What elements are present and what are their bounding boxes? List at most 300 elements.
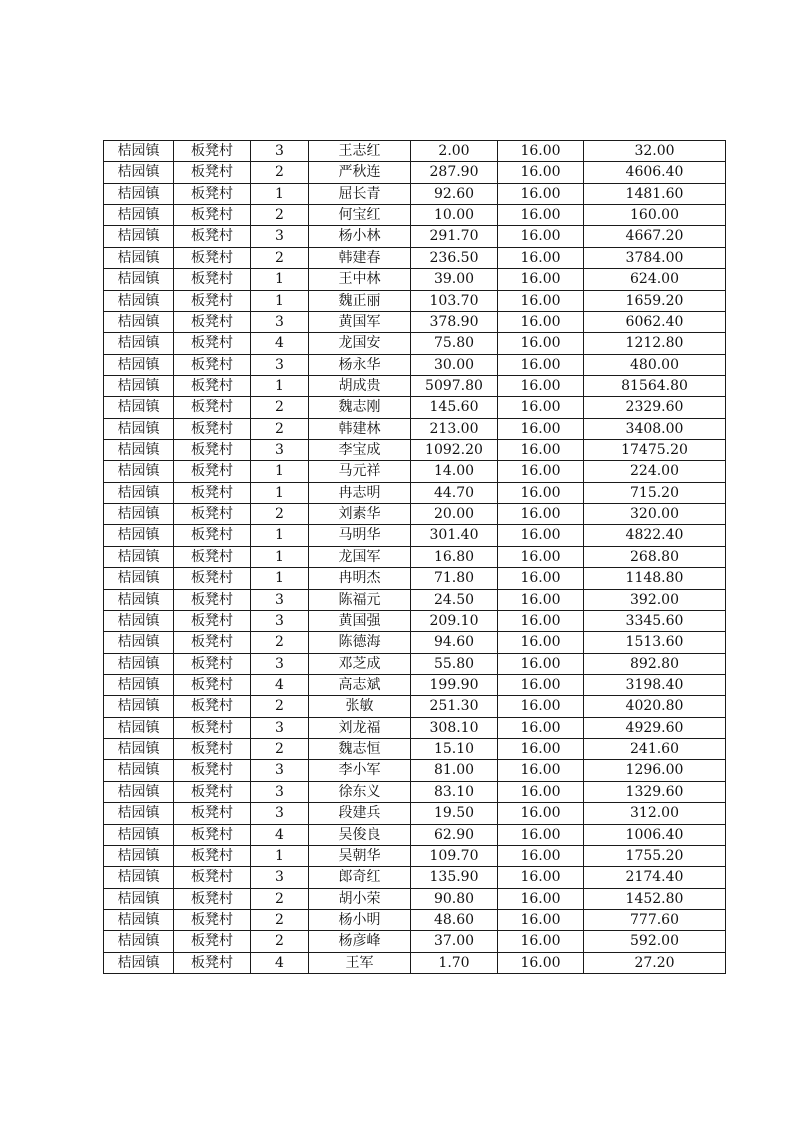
cell-name: 王中林 [309, 269, 411, 290]
cell-unit-price: 16.00 [498, 717, 584, 738]
cell-quantity: 94.60 [411, 632, 498, 653]
cell-group: 1 [251, 183, 309, 204]
cell-name: 张敏 [309, 696, 411, 717]
cell-village: 板凳村 [174, 653, 251, 674]
cell-quantity: 209.10 [411, 610, 498, 631]
cell-group: 4 [251, 952, 309, 973]
table-row [104, 269, 726, 290]
table-row [104, 888, 726, 909]
cell-unit-price: 16.00 [498, 418, 584, 439]
cell-group: 3 [251, 760, 309, 781]
cell-quantity: 16.80 [411, 546, 498, 567]
cell-unit-price: 16.00 [498, 290, 584, 311]
cell-unit-price: 16.00 [498, 183, 584, 204]
cell-name: 刘素华 [309, 504, 411, 525]
cell-amount: 27.20 [584, 952, 726, 973]
cell-group: 2 [251, 931, 309, 952]
cell-amount: 715.20 [584, 482, 726, 503]
cell-quantity: 1092.20 [411, 440, 498, 461]
cell-name: 魏正丽 [309, 290, 411, 311]
cell-name: 黄国军 [309, 311, 411, 332]
cell-town: 桔园镇 [104, 440, 174, 461]
cell-name: 王志红 [309, 141, 411, 162]
cell-group: 3 [251, 867, 309, 888]
cell-town: 桔园镇 [104, 482, 174, 503]
cell-unit-price: 16.00 [498, 525, 584, 546]
cell-unit-price: 16.00 [498, 482, 584, 503]
cell-group: 1 [251, 461, 309, 482]
cell-amount: 1148.80 [584, 568, 726, 589]
cell-unit-price: 16.00 [498, 696, 584, 717]
cell-unit-price: 16.00 [498, 504, 584, 525]
cell-quantity: 251.30 [411, 696, 498, 717]
cell-town: 桔园镇 [104, 269, 174, 290]
cell-unit-price: 16.00 [498, 568, 584, 589]
cell-village: 板凳村 [174, 781, 251, 802]
table-row [104, 461, 726, 482]
cell-quantity: 37.00 [411, 931, 498, 952]
cell-town: 桔园镇 [104, 803, 174, 824]
table-row [104, 717, 726, 738]
table-row [104, 867, 726, 888]
table-row [104, 653, 726, 674]
cell-quantity: 90.80 [411, 888, 498, 909]
cell-amount: 312.00 [584, 803, 726, 824]
cell-quantity: 199.90 [411, 674, 498, 695]
cell-amount: 3784.00 [584, 247, 726, 268]
cell-village: 板凳村 [174, 952, 251, 973]
cell-quantity: 81.00 [411, 760, 498, 781]
cell-group: 1 [251, 546, 309, 567]
cell-unit-price: 16.00 [498, 653, 584, 674]
cell-town: 桔园镇 [104, 247, 174, 268]
cell-village: 板凳村 [174, 824, 251, 845]
cell-name: 刘龙福 [309, 717, 411, 738]
table-row [104, 931, 726, 952]
cell-village: 板凳村 [174, 909, 251, 930]
cell-unit-price: 16.00 [498, 632, 584, 653]
cell-amount: 624.00 [584, 269, 726, 290]
cell-amount: 4606.40 [584, 162, 726, 183]
cell-unit-price: 16.00 [498, 824, 584, 845]
cell-town: 桔园镇 [104, 845, 174, 866]
cell-town: 桔园镇 [104, 739, 174, 760]
cell-quantity: 15.10 [411, 739, 498, 760]
cell-town: 桔园镇 [104, 696, 174, 717]
cell-town: 桔园镇 [104, 589, 174, 610]
cell-quantity: 301.40 [411, 525, 498, 546]
cell-village: 板凳村 [174, 845, 251, 866]
cell-quantity: 19.50 [411, 803, 498, 824]
cell-name: 徐东义 [309, 781, 411, 802]
cell-group: 2 [251, 632, 309, 653]
cell-quantity: 62.90 [411, 824, 498, 845]
cell-unit-price: 16.00 [498, 440, 584, 461]
cell-town: 桔园镇 [104, 461, 174, 482]
table-row [104, 440, 726, 461]
cell-village: 板凳村 [174, 183, 251, 204]
table-row [104, 909, 726, 930]
cell-town: 桔园镇 [104, 867, 174, 888]
cell-unit-price: 16.00 [498, 247, 584, 268]
table-row [104, 546, 726, 567]
cell-group: 3 [251, 354, 309, 375]
cell-group: 2 [251, 888, 309, 909]
cell-town: 桔园镇 [104, 760, 174, 781]
cell-unit-price: 16.00 [498, 760, 584, 781]
cell-town: 桔园镇 [104, 546, 174, 567]
cell-group: 1 [251, 525, 309, 546]
table-row [104, 803, 726, 824]
table-row [104, 354, 726, 375]
cell-quantity: 145.60 [411, 397, 498, 418]
cell-name: 马明华 [309, 525, 411, 546]
cell-amount: 6062.40 [584, 311, 726, 332]
table-row [104, 375, 726, 396]
cell-group: 2 [251, 162, 309, 183]
cell-amount: 17475.20 [584, 440, 726, 461]
cell-quantity: 378.90 [411, 311, 498, 332]
cell-name: 吴朝华 [309, 845, 411, 866]
table-row [104, 781, 726, 802]
cell-group: 3 [251, 781, 309, 802]
cell-unit-price: 16.00 [498, 909, 584, 930]
table-row [104, 183, 726, 204]
cell-town: 桔园镇 [104, 632, 174, 653]
cell-village: 板凳村 [174, 461, 251, 482]
cell-town: 桔园镇 [104, 888, 174, 909]
cell-group: 2 [251, 696, 309, 717]
cell-amount: 4929.60 [584, 717, 726, 738]
cell-village: 板凳村 [174, 247, 251, 268]
table-row [104, 247, 726, 268]
cell-group: 3 [251, 226, 309, 247]
cell-village: 板凳村 [174, 610, 251, 631]
cell-name: 魏志恒 [309, 739, 411, 760]
cell-name: 李宝成 [309, 440, 411, 461]
cell-quantity: 71.80 [411, 568, 498, 589]
table-row [104, 632, 726, 653]
cell-quantity: 103.70 [411, 290, 498, 311]
cell-name: 严秋连 [309, 162, 411, 183]
cell-amount: 1755.20 [584, 845, 726, 866]
cell-village: 板凳村 [174, 162, 251, 183]
cell-group: 1 [251, 290, 309, 311]
cell-village: 板凳村 [174, 632, 251, 653]
cell-name: 胡成贵 [309, 375, 411, 396]
cell-amount: 1659.20 [584, 290, 726, 311]
cell-town: 桔园镇 [104, 397, 174, 418]
cell-amount: 4020.80 [584, 696, 726, 717]
cell-name: 段建兵 [309, 803, 411, 824]
cell-quantity: 287.90 [411, 162, 498, 183]
cell-village: 板凳村 [174, 482, 251, 503]
cell-amount: 1452.80 [584, 888, 726, 909]
cell-town: 桔园镇 [104, 333, 174, 354]
cell-amount: 1006.40 [584, 824, 726, 845]
cell-village: 板凳村 [174, 803, 251, 824]
cell-unit-price: 16.00 [498, 952, 584, 973]
cell-amount: 592.00 [584, 931, 726, 952]
cell-amount: 224.00 [584, 461, 726, 482]
cell-village: 板凳村 [174, 739, 251, 760]
cell-name: 陈福元 [309, 589, 411, 610]
cell-quantity: 39.00 [411, 269, 498, 290]
cell-amount: 1212.80 [584, 333, 726, 354]
cell-quantity: 30.00 [411, 354, 498, 375]
cell-group: 3 [251, 589, 309, 610]
table-body [104, 141, 726, 974]
cell-quantity: 1.70 [411, 952, 498, 973]
cell-unit-price: 16.00 [498, 610, 584, 631]
cell-name: 屈长青 [309, 183, 411, 204]
cell-village: 板凳村 [174, 568, 251, 589]
table-row [104, 290, 726, 311]
cell-unit-price: 16.00 [498, 931, 584, 952]
table-row [104, 589, 726, 610]
cell-village: 板凳村 [174, 269, 251, 290]
cell-village: 板凳村 [174, 440, 251, 461]
cell-village: 板凳村 [174, 504, 251, 525]
cell-village: 板凳村 [174, 888, 251, 909]
cell-group: 3 [251, 653, 309, 674]
cell-town: 桔园镇 [104, 610, 174, 631]
cell-town: 桔园镇 [104, 931, 174, 952]
cell-group: 3 [251, 440, 309, 461]
cell-quantity: 291.70 [411, 226, 498, 247]
cell-amount: 4822.40 [584, 525, 726, 546]
cell-group: 1 [251, 269, 309, 290]
cell-amount: 3408.00 [584, 418, 726, 439]
cell-amount: 2329.60 [584, 397, 726, 418]
cell-name: 韩建林 [309, 418, 411, 439]
cell-quantity: 75.80 [411, 333, 498, 354]
cell-quantity: 44.70 [411, 482, 498, 503]
table-row [104, 739, 726, 760]
table-row [104, 568, 726, 589]
cell-unit-price: 16.00 [498, 739, 584, 760]
cell-amount: 160.00 [584, 205, 726, 226]
cell-amount: 32.00 [584, 141, 726, 162]
cell-quantity: 92.60 [411, 183, 498, 204]
cell-town: 桔园镇 [104, 418, 174, 439]
cell-group: 3 [251, 610, 309, 631]
cell-town: 桔园镇 [104, 568, 174, 589]
cell-unit-price: 16.00 [498, 674, 584, 695]
cell-unit-price: 16.00 [498, 226, 584, 247]
table-row [104, 141, 726, 162]
cell-group: 2 [251, 418, 309, 439]
cell-town: 桔园镇 [104, 183, 174, 204]
cell-quantity: 20.00 [411, 504, 498, 525]
cell-name: 龙国安 [309, 333, 411, 354]
cell-name: 杨小明 [309, 909, 411, 930]
table-row [104, 418, 726, 439]
cell-town: 桔园镇 [104, 525, 174, 546]
cell-amount: 1513.60 [584, 632, 726, 653]
table-row [104, 482, 726, 503]
cell-quantity: 55.80 [411, 653, 498, 674]
cell-village: 板凳村 [174, 311, 251, 332]
cell-amount: 2174.40 [584, 867, 726, 888]
table-row [104, 162, 726, 183]
cell-quantity: 24.50 [411, 589, 498, 610]
cell-village: 板凳村 [174, 375, 251, 396]
cell-town: 桔园镇 [104, 354, 174, 375]
cell-name: 何宝红 [309, 205, 411, 226]
cell-village: 板凳村 [174, 205, 251, 226]
cell-village: 板凳村 [174, 418, 251, 439]
cell-quantity: 135.90 [411, 867, 498, 888]
cell-unit-price: 16.00 [498, 803, 584, 824]
cell-group: 1 [251, 482, 309, 503]
cell-quantity: 83.10 [411, 781, 498, 802]
cell-amount: 3198.40 [584, 674, 726, 695]
cell-amount: 4667.20 [584, 226, 726, 247]
cell-name: 陈德海 [309, 632, 411, 653]
cell-town: 桔园镇 [104, 717, 174, 738]
table-row [104, 674, 726, 695]
cell-group: 3 [251, 717, 309, 738]
cell-amount: 320.00 [584, 504, 726, 525]
cell-town: 桔园镇 [104, 952, 174, 973]
cell-name: 李小军 [309, 760, 411, 781]
cell-name: 高志斌 [309, 674, 411, 695]
cell-name: 马元祥 [309, 461, 411, 482]
cell-village: 板凳村 [174, 397, 251, 418]
cell-unit-price: 16.00 [498, 162, 584, 183]
cell-unit-price: 16.00 [498, 311, 584, 332]
payment-table [103, 140, 726, 974]
cell-village: 板凳村 [174, 674, 251, 695]
cell-name: 魏志刚 [309, 397, 411, 418]
cell-amount: 241.60 [584, 739, 726, 760]
cell-unit-price: 16.00 [498, 888, 584, 909]
cell-group: 4 [251, 674, 309, 695]
table-row [104, 610, 726, 631]
cell-name: 韩建春 [309, 247, 411, 268]
cell-group: 4 [251, 824, 309, 845]
table-row [104, 760, 726, 781]
cell-unit-price: 16.00 [498, 546, 584, 567]
cell-group: 1 [251, 375, 309, 396]
cell-unit-price: 16.00 [498, 461, 584, 482]
cell-quantity: 236.50 [411, 247, 498, 268]
table-row [104, 845, 726, 866]
cell-group: 3 [251, 803, 309, 824]
cell-group: 2 [251, 909, 309, 930]
cell-village: 板凳村 [174, 760, 251, 781]
cell-name: 胡小荣 [309, 888, 411, 909]
cell-amount: 392.00 [584, 589, 726, 610]
cell-quantity: 213.00 [411, 418, 498, 439]
cell-name: 杨小林 [309, 226, 411, 247]
cell-village: 板凳村 [174, 546, 251, 567]
cell-name: 冉明杰 [309, 568, 411, 589]
cell-unit-price: 16.00 [498, 141, 584, 162]
cell-unit-price: 16.00 [498, 375, 584, 396]
cell-unit-price: 16.00 [498, 397, 584, 418]
cell-town: 桔园镇 [104, 375, 174, 396]
cell-group: 1 [251, 568, 309, 589]
table-row [104, 824, 726, 845]
cell-village: 板凳村 [174, 525, 251, 546]
cell-name: 郎奇红 [309, 867, 411, 888]
cell-amount: 892.80 [584, 653, 726, 674]
cell-group: 4 [251, 333, 309, 354]
cell-village: 板凳村 [174, 931, 251, 952]
cell-village: 板凳村 [174, 589, 251, 610]
cell-amount: 1481.60 [584, 183, 726, 204]
table-row [104, 333, 726, 354]
cell-unit-price: 16.00 [498, 867, 584, 888]
cell-town: 桔园镇 [104, 226, 174, 247]
table-row [104, 311, 726, 332]
cell-quantity: 48.60 [411, 909, 498, 930]
cell-unit-price: 16.00 [498, 845, 584, 866]
cell-group: 3 [251, 141, 309, 162]
cell-town: 桔园镇 [104, 909, 174, 930]
cell-name: 冉志明 [309, 482, 411, 503]
table-row [104, 226, 726, 247]
table-row [104, 205, 726, 226]
cell-village: 板凳村 [174, 290, 251, 311]
cell-amount: 81564.80 [584, 375, 726, 396]
cell-town: 桔园镇 [104, 674, 174, 695]
cell-group: 1 [251, 845, 309, 866]
cell-name: 邓芝成 [309, 653, 411, 674]
cell-name: 杨彦峰 [309, 931, 411, 952]
cell-unit-price: 16.00 [498, 589, 584, 610]
cell-group: 2 [251, 397, 309, 418]
table-row [104, 696, 726, 717]
cell-town: 桔园镇 [104, 162, 174, 183]
cell-town: 桔园镇 [104, 290, 174, 311]
cell-amount: 268.80 [584, 546, 726, 567]
cell-amount: 480.00 [584, 354, 726, 375]
cell-quantity: 109.70 [411, 845, 498, 866]
table-row [104, 525, 726, 546]
cell-town: 桔园镇 [104, 205, 174, 226]
cell-quantity: 5097.80 [411, 375, 498, 396]
cell-group: 2 [251, 739, 309, 760]
cell-village: 板凳村 [174, 717, 251, 738]
cell-group: 2 [251, 247, 309, 268]
cell-village: 板凳村 [174, 141, 251, 162]
cell-town: 桔园镇 [104, 653, 174, 674]
cell-name: 黄国强 [309, 610, 411, 631]
cell-village: 板凳村 [174, 696, 251, 717]
cell-unit-price: 16.00 [498, 205, 584, 226]
cell-unit-price: 16.00 [498, 333, 584, 354]
cell-quantity: 14.00 [411, 461, 498, 482]
cell-name: 王军 [309, 952, 411, 973]
cell-town: 桔园镇 [104, 141, 174, 162]
cell-quantity: 2.00 [411, 141, 498, 162]
cell-village: 板凳村 [174, 354, 251, 375]
cell-town: 桔园镇 [104, 311, 174, 332]
table-row [104, 397, 726, 418]
cell-unit-price: 16.00 [498, 781, 584, 802]
cell-amount: 777.60 [584, 909, 726, 930]
cell-village: 板凳村 [174, 226, 251, 247]
cell-quantity: 308.10 [411, 717, 498, 738]
cell-group: 2 [251, 504, 309, 525]
cell-name: 吴俊良 [309, 824, 411, 845]
cell-unit-price: 16.00 [498, 269, 584, 290]
cell-amount: 1296.00 [584, 760, 726, 781]
cell-group: 2 [251, 205, 309, 226]
